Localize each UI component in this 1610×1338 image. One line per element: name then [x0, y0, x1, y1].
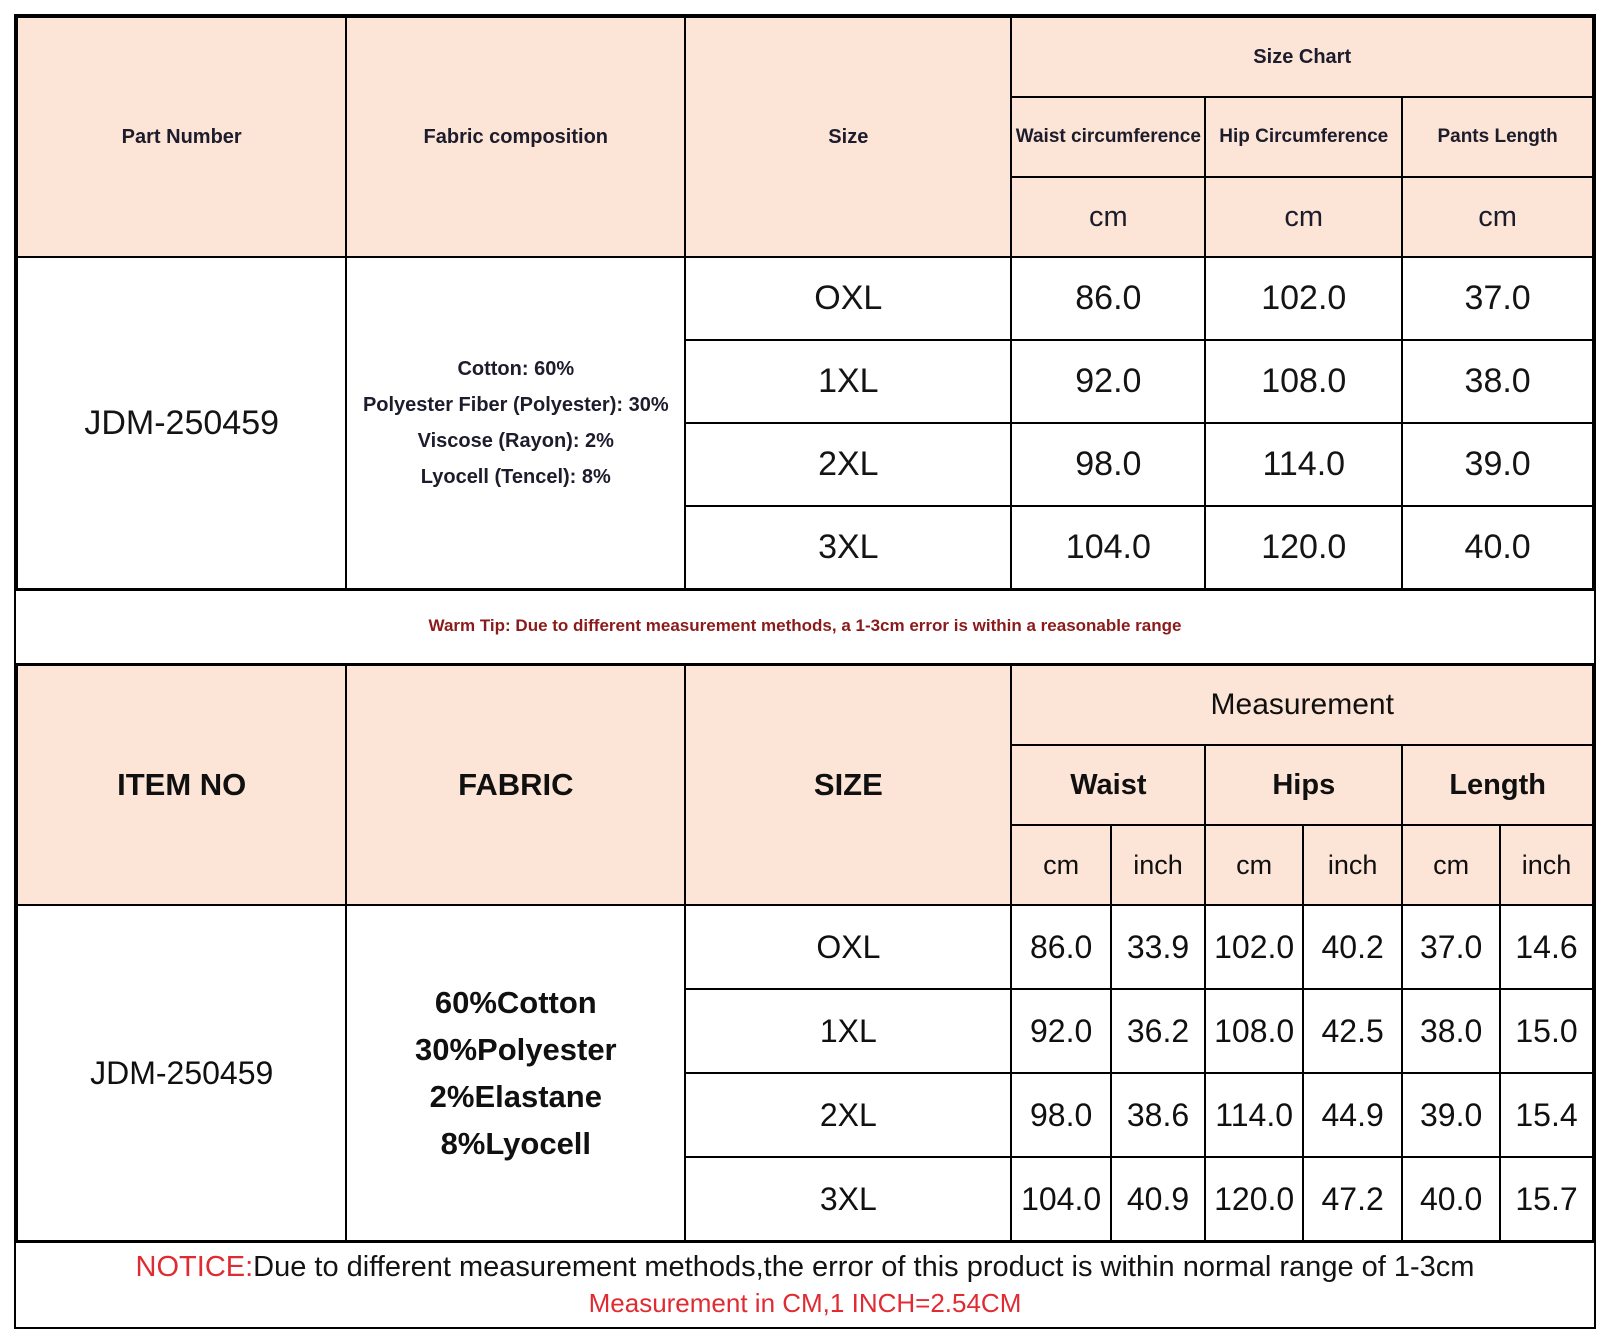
fabric-line: 60%Cotton: [434, 985, 597, 1020]
waist-cm-cell: 92.0: [1011, 340, 1205, 423]
waist-inch-cell: 33.9: [1111, 905, 1206, 989]
waist-inch-cell: 40.9: [1111, 1157, 1206, 1241]
hip-cm-cell: 102.0: [1205, 257, 1402, 340]
length-cm-cell: 40.0: [1402, 506, 1593, 589]
table-row: [17, 257, 1593, 340]
notice-block: [16, 1242, 1594, 1327]
size-cell: 1XL: [685, 989, 1011, 1073]
fabric-line: Viscose (Rayon): 2%: [417, 429, 614, 452]
length-inch-cell: 15.7: [1500, 1157, 1593, 1241]
size-cell: 3XL: [685, 506, 1011, 589]
hip-cm-cell: 114.0: [1205, 423, 1402, 506]
fabric-line: Polyester Fiber (Polyester): 30%: [362, 393, 669, 416]
waist-group-header: Waist: [1011, 745, 1205, 825]
hip-unit-cm: cm: [1205, 177, 1402, 257]
item-no-header: ITEM NO: [17, 665, 346, 905]
length-inch-cell: 15.4: [1500, 1073, 1593, 1157]
notice-text: Due to different measurement methods,the error of this product is within normal range of 1-3cm: [253, 1251, 1475, 1283]
length-cm-cell: 39.0: [1402, 1073, 1500, 1157]
measurement-table-cm-inch: [16, 664, 1594, 1242]
hips-group-header: Hips: [1205, 745, 1402, 825]
hips-cm-cell: 108.0: [1205, 989, 1303, 1073]
fabric-composition-header: Fabric composition: [346, 17, 685, 257]
part-number-value: JDM-250459: [17, 257, 346, 589]
hips-inch-cell: 47.2: [1303, 1157, 1402, 1241]
hips-cm-unit: cm: [1205, 825, 1303, 905]
waist-cm-cell: 98.0: [1011, 423, 1205, 506]
size-chart-sheet: [14, 14, 1596, 1329]
size-cell: 2XL: [685, 423, 1011, 506]
hips-inch-cell: 42.5: [1303, 989, 1402, 1073]
size-header: Size: [685, 17, 1011, 257]
notice-line-2: Measurement in CM,1 INCH=2.54CM: [588, 1288, 1022, 1318]
waist-cm-cell: 86.0: [1011, 257, 1205, 340]
pants-length-header: Pants Length: [1402, 97, 1593, 177]
warm-tip-text: Warm Tip: Due to different measurement methods, a 1-3cm error is within a reasonable range: [16, 590, 1594, 664]
waist-unit-cm: cm: [1011, 177, 1205, 257]
length-cm-unit: cm: [1402, 825, 1500, 905]
size-cell: OXL: [685, 905, 1011, 989]
length-cm-cell: 37.0: [1402, 905, 1500, 989]
hip-circumference-header: Hip Circumference: [1205, 97, 1402, 177]
hips-cm-cell: 102.0: [1205, 905, 1303, 989]
hips-inch-unit: inch: [1303, 825, 1402, 905]
length-cm-cell: 38.0: [1402, 989, 1500, 1073]
fabric-value: [346, 905, 685, 1241]
measurement-title: Measurement: [1011, 665, 1593, 745]
waist-cm-cell: 92.0: [1011, 989, 1110, 1073]
fabric-header: FABRIC: [346, 665, 685, 905]
size-cell: 2XL: [685, 1073, 1011, 1157]
length-cm-cell: 40.0: [1402, 1157, 1500, 1241]
size-chart-title: Size Chart: [1011, 17, 1593, 97]
length-inch-unit: inch: [1500, 825, 1593, 905]
size-cell: OXL: [685, 257, 1011, 340]
waist-circumference-header: Waist circumference: [1011, 97, 1205, 177]
hips-inch-cell: 40.2: [1303, 905, 1402, 989]
length-cm-cell: 37.0: [1402, 257, 1593, 340]
part-number-header: Part Number: [17, 17, 346, 257]
length-cm-cell: 38.0: [1402, 340, 1593, 423]
item-no-value: JDM-250459: [17, 905, 346, 1241]
notice-line-1: [16, 1250, 1594, 1284]
length-inch-cell: 14.6: [1500, 905, 1593, 989]
fabric-line: 30%Polyester: [415, 1032, 617, 1067]
hip-cm-cell: 108.0: [1205, 340, 1402, 423]
waist-inch-cell: 38.6: [1111, 1073, 1206, 1157]
length-cm-cell: 39.0: [1402, 423, 1593, 506]
fabric-line: Cotton: 60%: [457, 357, 575, 380]
notice-label: NOTICE:: [135, 1251, 254, 1283]
hips-cm-cell: 114.0: [1205, 1073, 1303, 1157]
fabric-line: Lyocell (Tencel): 8%: [420, 465, 611, 488]
waist-cm-unit: cm: [1011, 825, 1110, 905]
length-group-header: Length: [1402, 745, 1593, 825]
waist-cm-cell: 104.0: [1011, 506, 1205, 589]
size-header: SIZE: [685, 665, 1011, 905]
size-cell: 1XL: [685, 340, 1011, 423]
length-inch-cell: 15.0: [1500, 989, 1593, 1073]
waist-inch-unit: inch: [1111, 825, 1206, 905]
length-unit-cm: cm: [1402, 177, 1593, 257]
size-cell: 3XL: [685, 1157, 1011, 1241]
hips-inch-cell: 44.9: [1303, 1073, 1402, 1157]
fabric-line: 8%Lyocell: [440, 1126, 592, 1161]
table-row: [17, 905, 1593, 989]
hips-cm-cell: 120.0: [1205, 1157, 1303, 1241]
waist-cm-cell: 86.0: [1011, 905, 1110, 989]
waist-cm-cell: 98.0: [1011, 1073, 1110, 1157]
waist-cm-cell: 104.0: [1011, 1157, 1110, 1241]
hip-cm-cell: 120.0: [1205, 506, 1402, 589]
fabric-composition-value: [346, 257, 685, 589]
waist-inch-cell: 36.2: [1111, 989, 1206, 1073]
size-chart-table-cm: [16, 16, 1594, 590]
fabric-line: 2%Elastane: [429, 1079, 602, 1114]
